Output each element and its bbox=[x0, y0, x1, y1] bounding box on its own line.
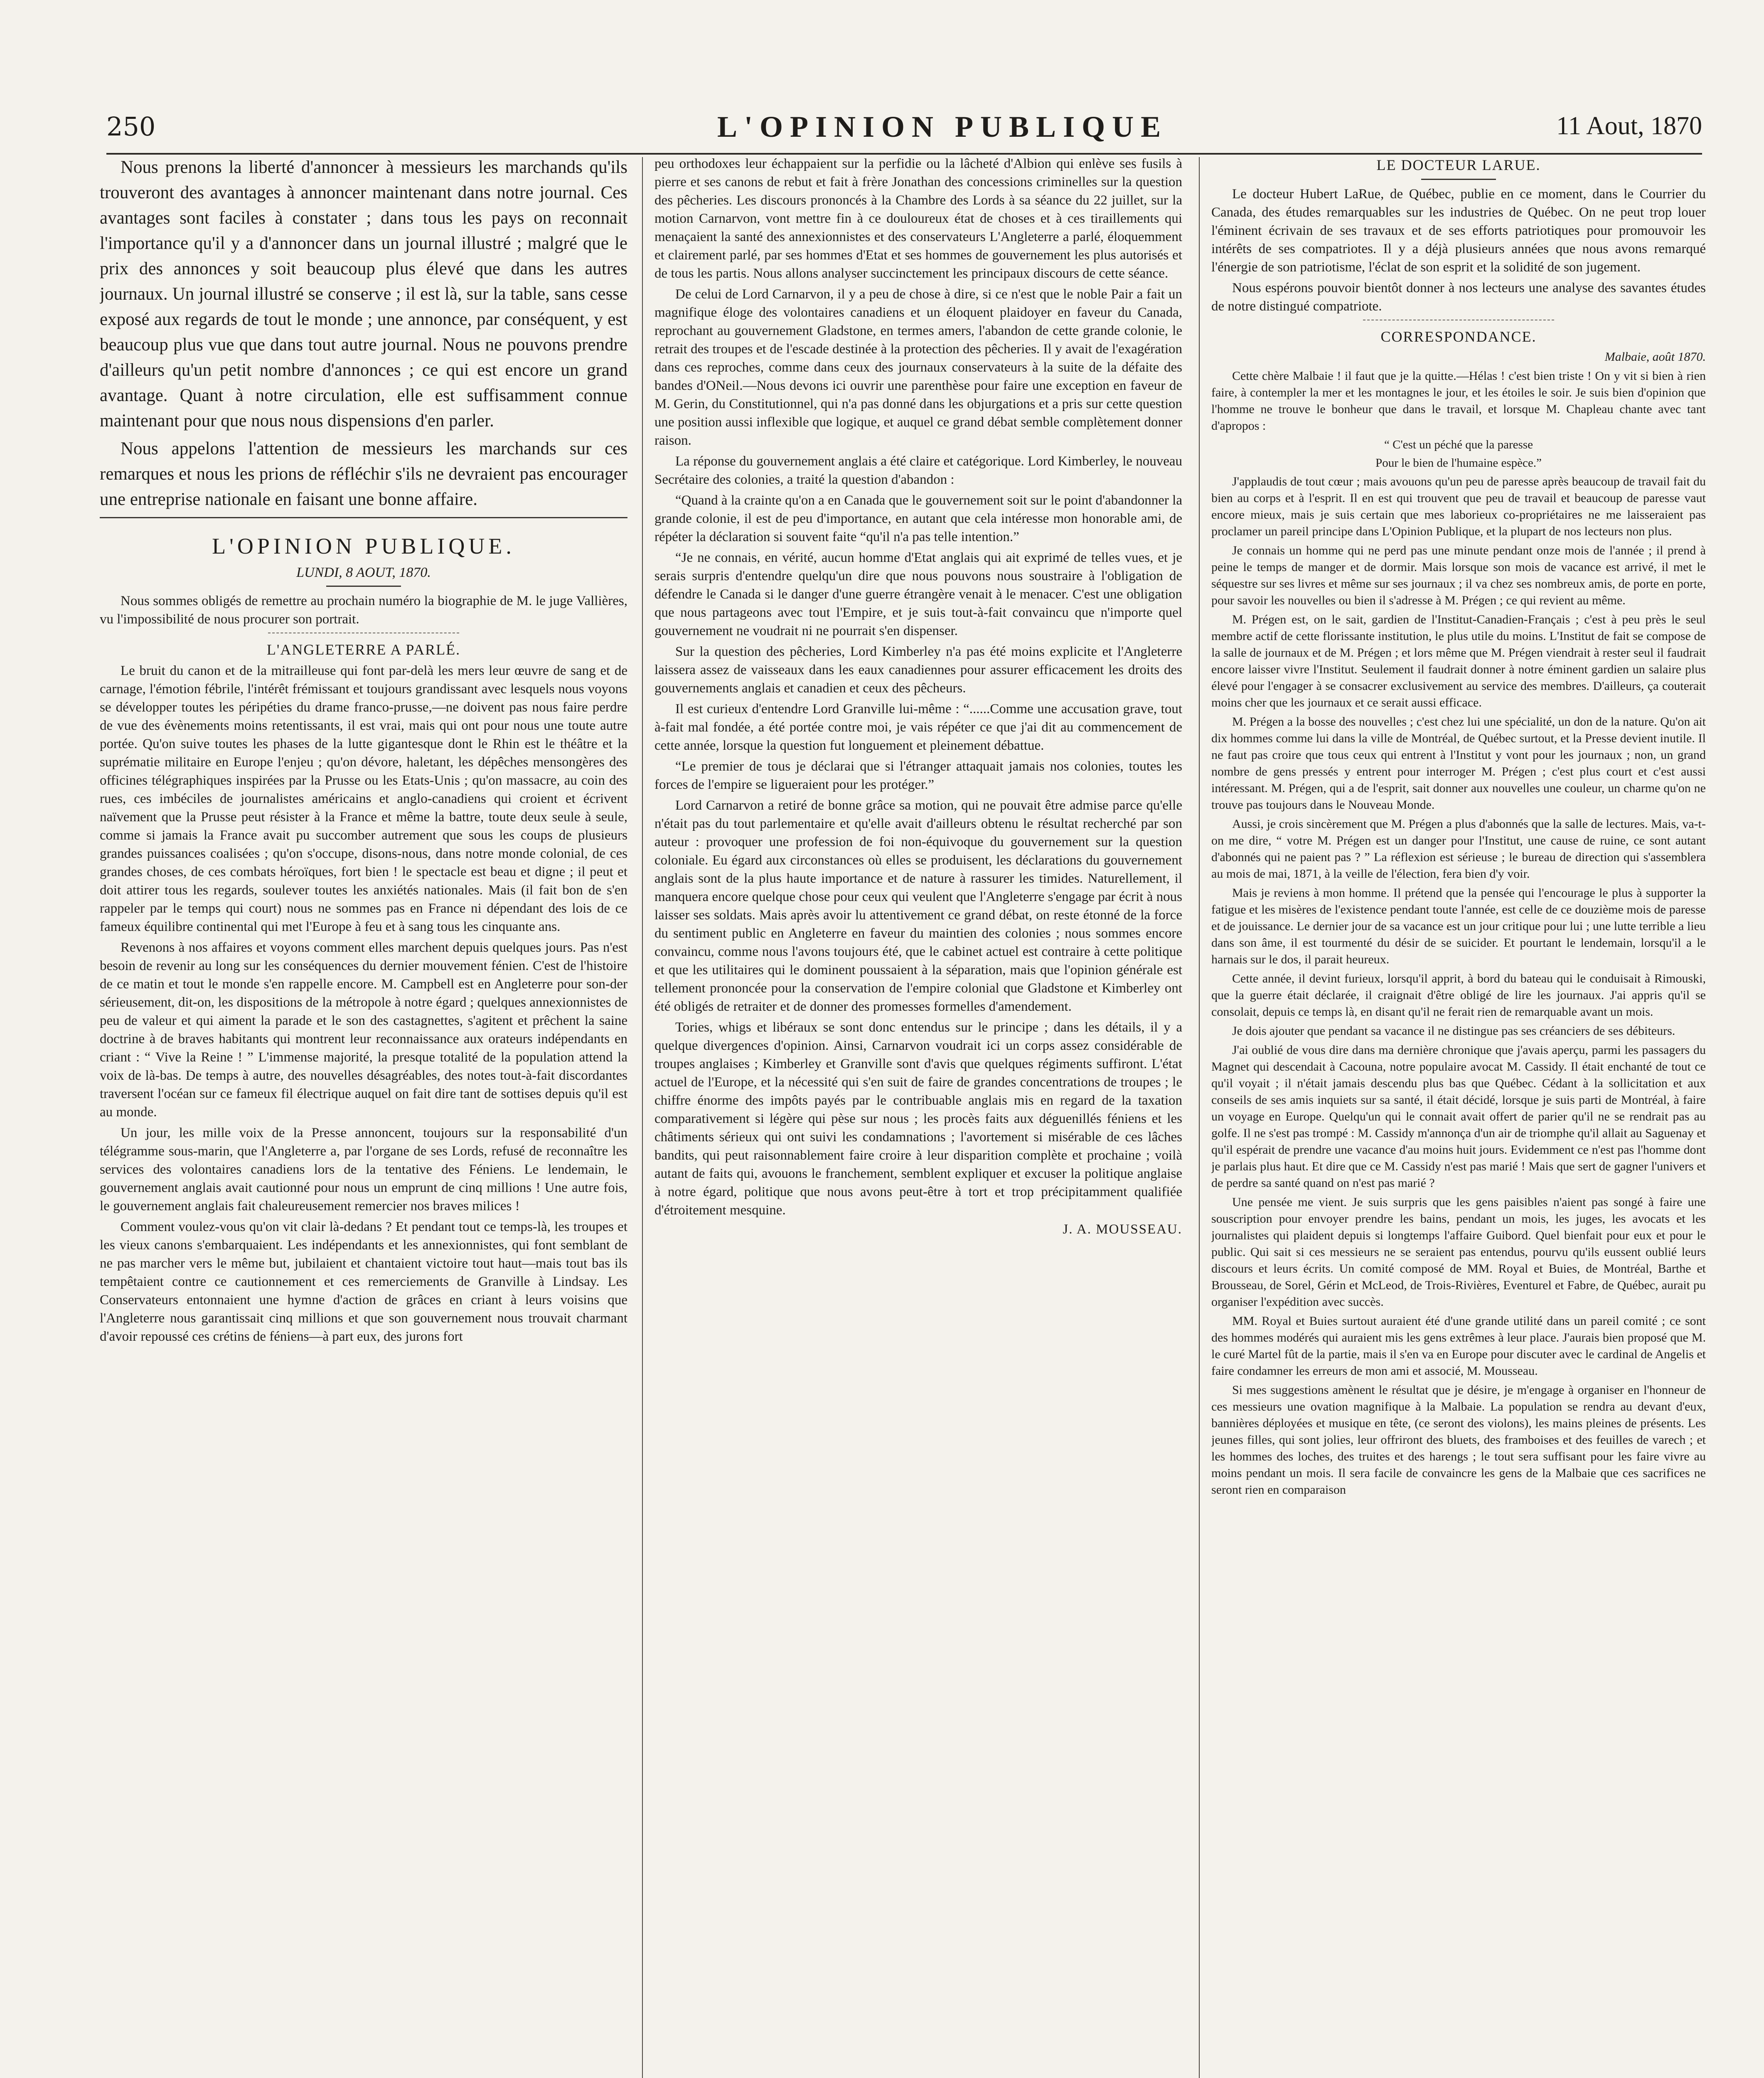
paragraph: De celui de Lord Carnarvon, il y a peu de chose à dire, si ce n'est que le noble Pair a fait un magnifique éloge des volontaires canadiens et un éloquent plaidoyer en faveur du Canada, reprochant au gouvernement Gladstone, en termes amers, l'abandon de cette grande colonie, le retrait des troupes et de l'escade destinée à la protection des pêcheries. Il y avait de l'exagération dans ces reproches, comme dans ceux des journaux conservateurs à la suite de la défaite des bandes d'ONeil.—Nous devons ici ouvrir une parenthèse pour faire une exception en faveur de M. Gerin, du Constitutionnel, qui n'a pas donné dans les objurgations et a pris sur cette question une position aussi inflexible que logique, et auquel ce grand débat semble complètement donner raison. bbox=[654, 287, 1182, 448]
paragraph: Je dois ajouter que pendant sa vacance il ne distingue pas ses créanciers de ses débiteurs. bbox=[1232, 1024, 1675, 1038]
page-header bbox=[106, 111, 1702, 157]
paragraph: J'ai oublié de vous dire dans ma dernière chronique que j'avais aperçu, parmi les passagers du Magnet qui descendait à Cacouna, notre populaire avocat M. Cassidy. Il était enchanté de tout ce qu'il voyait ; il n'était jamais descendu plus bas que Québec. Cédant à la sollicitation et aux conseils de ses amis inquiets sur sa santé, il était décidé, lorsque je suis parti de Montréal, à faire un voyage en Europe. Quelqu'un qui le connait avait offert de parier qu'il ne se rendrait pas au golfe. Il ne s'est pas trompé : M. Cassidy m'annonça d'un air de triomphe qu'il allait au Saguenay et qu'il espérait de prendre une vacance d'au moins huit jours. Evidemment ce n'est pas l'homme dont je parlais plus haut. Et dire que ce M. Cassidy n'est pas marié ! Mais que sert de gagner l'univers et de perdre sa santé quand on n'est pas marié ? bbox=[1211, 1043, 1706, 1190]
paragraph: peu orthodoxes leur échappaient sur la perfidie ou la lâcheté d'Albion qui enlève ses fusils à pierre et ses canons de rebut et fait à frère Jonathan des concessions criminelles sur la question des pêcheries. Les discours prononcés à la Chambre des Lords à sa séance du 22 juillet, sur la motion Carnarvon, vont mettre fin à ce douloureux état de choses et à ces tiraillements qui menaçaient la santé des annexionnistes et des conservateurs L'Angleterre a parlé, éloquemment et clairement parlé, par ses hommes d'Etat et ses hommes de gouvernement les plus autorisés et de tous les partis. Nous allons analyser succinctement les principaux discours de cette séance. bbox=[654, 156, 1182, 281]
paragraph: Nous appelons l'attention de messieurs les marchands sur ces remarques et nous les prions de réfléchir s'ils ne devraient pas encourager une entreprise nationale en faisant une bonne affaire. bbox=[100, 439, 627, 509]
paragraph: Je connais un homme qui ne perd pas une minute pendant onze mois de l'année ; il prend à peine le temps de manger et de dormir. Mais lorsque son mois de vacance est arrivé, il met le séquestre sur ses livres et même sur ses journaux ; il va chez ses nombreux amis, de porte en porte, pour savoir les nouvelles ou bien il s'adresse à M. Prégen ; ce qui revient au même. bbox=[1211, 544, 1706, 607]
section-dateline: LUNDI, 8 AOUT, 1870. bbox=[296, 565, 431, 580]
paragraph: Comment voulez-vous qu'on vit clair là-dedans ? Et pendant tout ce temps-là, les troupes et les vieux canons s'embarquaient. Les indépendants et les annexionnistes, qui font semblant de ne pas marcher vers le même but, jubilaient et chantaient victoire tout haut—mais tout bas ils tempêtaient contre ce cautionnement et ces remerciements de Granville à Lindsay. Les Conservateurs entonnaient une hymne d'action de grâces en criant à leurs voisins que l'Angleterre nous garantissait cinq millions et que son gouvernement nous trouvait charmant d'avoir repoussé ces crétins de féniens—à part eux, des jurons fort bbox=[100, 1219, 627, 1344]
paragraph: M. Prégen est, on le sait, gardien de l'Institut-Canadien-Français ; c'est à peu près le seul membre actif de cette florissante institution, le plus utile du moins. L'Institut de fait se compose de la salle de journaux et de M. Prégen ; et lors même que M. Prégen viendrait à rester seul il faudrait encore laisser vivre l'Institut. Seulement il faudrait donner à notre éminent gardien un salaire plus élevé pour l'engager à se consacrer exclusivement au service des membres. D'ailleurs, ça couterait moins cher que les journaux et ce serait aussi efficace. bbox=[1211, 613, 1706, 709]
paragraph: Revenons à nos affaires et voyons comment elles marchent depuis quelques jours. Pas n'est besoin de revenir au long sur les conséquences du dernier mouvement fénien. C'est de l'histoire de ce matin et tout le monde s'en rappelle encore. M. Campbell est en Angleterre pour son-der sérieusement, dit-on, les dispositions de la métropole à notre égard ; quelques annexionnistes de peu de valeur et qui aiment la parade et le son des castagnettes, s'agitent et prêchent la saine doctrine à de braves habitants qui montrent leur reconnaissance aux orateurs indépendants en criant : “ Vive la Reine ! ” L'immense majorité, la presque totalité de la population attend la voix de là-bas. De temps à autre, des nouvelles désagréables, des notes tout-à-fait discordantes traversent l'océan sur ce fameux fil électrique auquel on fait dire tant de sottises depuis qu'il est au monde. bbox=[100, 940, 627, 1120]
paragraph: J'applaudis de tout cœur ; mais avouons qu'un peu de paresse après beaucoup de travail fait du bien au corps et à l'esprit. Il en est qui trouvent que peu de travail et beaucoup de paresse vaut encore mieux, mais je suis certain que mes laborieux co-propriétaires ne me laisseraient pas proclamer un pareil principe dans L'Opinion Publique, et la plupart de nos lecteurs non plus. bbox=[1211, 475, 1706, 538]
quote-paragraph: “Quand à la crainte qu'on a en Canada que le gouvernement soit sur le point d'abandonner la grande colonie, il est de peu d'importance, en autant que cela intéresse mon honorable ami, de répéter la déclaration si souvent faite “qu'il n'a pas telle intention.” bbox=[654, 493, 1182, 544]
quote-paragraph: “Le premier de tous je déclarai que si l'étranger attaquait jamais nos colonies, toutes les forces de l'empire se ligueraient pour les protéger.” bbox=[654, 759, 1182, 792]
column-1 bbox=[100, 155, 627, 2078]
paragraph: MM. Royal et Buies surtout auraient été d'une grande utilité dans un pareil comité ; ce sont des hommes modérés qui auraient mis les gens extrêmes à leur place. J'aurais bien proposé que M. le curé Martel fût de la partie, mais il s'en va en Europe pour discuter avec le cardinal de Angelis et faire condamner les erreurs de mon ami et associé, M. Mousseau. bbox=[1211, 1314, 1706, 1378]
larue-title: LE DOCTEUR LARUE. bbox=[1376, 157, 1541, 173]
paragraph: Le docteur Hubert LaRue, de Québec, publie en ce moment, dans le Courrier du Canada, des études remarquables sur les industries de Québec. On ne peut trop louer l'éminent écrivain de ses travaux et de ses efforts patriotiques pour promouvoir les intérêts de ses compatriotes. Il y a déjà plusieurs années que nous avons remarqué l'énergie de son patriotisme, l'éclat de son esprit et la solidité de son jugement. bbox=[1211, 187, 1706, 275]
paragraph: Le bruit du canon et de la mitrailleuse qui font par-delà les mers leur œuvre de sang et de carnage, l'émotion fébrile, l'intérêt frémissant et toujours grandissant avec lesquels nous voyons se développer toutes les péripéties du drame franco-prusse,—ne doivent pas nous faire perdre de vue des évènements moins retentissants, il est vrai, mais qui ont pour nous une toute autre portée. Qu'on suive toutes les phases de la lutte gigantesque dont le Rhin est le théâtre et la suprématie militaire en Europe l'enjeu ; qu'on dévore, haletant, les dépêches mensongères des officines télégraphiques inspirées par la Prusse ou les Etats-Unis ; qu'on massacre, au coin des rues, ces imbéciles de journalistes américains et anglo-canadiens qui croient et écrivent naïvement que la Prusse peut résister à la France et même la battre, toute deux seule à seule, comme si jamais la France avait pu succomber autrement que sous les coups de plusieurs grandes puissances coalisées ; qu'on s'occupe, disons-nous, dans notre monde colonial, de ces grandes choses, de ces combats héroïques, fort bien ! le spectacle est beau et digne ; il peut et doit attirer tous les regards, soulever toutes les anxiétés nationales. Mais (il fait bon de s'en rappeler par le temps qui court) nous ne sommes pas en France ni dépendant des lois de ce fameux équilibre continental qui met l'Europe à feu et à sang tous les cinquante ans. bbox=[100, 663, 627, 934]
article-body bbox=[100, 662, 627, 1346]
article-continuation bbox=[654, 155, 1182, 1219]
paragraph: Cette année, il devint furieux, lorsqu'il apprit, à bord du bateau qui le conduisait à Rimouski, que la guerre était déclarée, il craignait d'être obligé de lire les journaux. J'ai appris qu'il se consolait, depuis ce temps là, en disant qu'il ne ferait rien de remarquable avant un mois. bbox=[1211, 972, 1706, 1019]
notice-paragraph: Nous sommes obligés de remettre au prochain numéro la biographie de M. le juge Vallières, vu l'impossibilité de nous procurer son portrait. bbox=[100, 593, 627, 627]
paragraph: Mais je reviens à mon homme. Il prétend que la pensée qui l'encourage le plus à supporter la fatigue et les misères de l'existence pendant toute l'année, est celle de ce douzième mois de paresse et de jouissance. Le dernier jour de sa vacance est un jour critique pour lui ; une lutte terrible a lieu dans son âme, il est tourmenté du désir de se suicider. Et pourtant le lendemain, lorsqu'il a le harnais sur le dos, il parait heureux. bbox=[1211, 886, 1706, 966]
paragraph: La réponse du gouvernement anglais a été claire et catégorique. Lord Kimberley, le nouveau Secrétaire des colonies, a traité la question d'abandon : bbox=[654, 454, 1182, 487]
paragraph: Lord Carnarvon a retiré de bonne grâce sa motion, qui ne pouvait être admise parce qu'elle n'était pas du tout parlementaire et qu'elle avait d'ailleurs obtenu le résultat recherché par son auteur : provoquer une profession de foi non-équivoque du gouvernement sur la question coloniale. Eu égard aux circonstances où elles se produisent, les déclarations du gouvernement anglais sont de la plus haute importance et de nature à rassurer les timides. Naturellement, il manquera encore quelque chose pour ceux qui veulent que l'Angleterre s'engage par écrit à nous laisser ses soldats. Mais après avoir lu attentivement ce grand débat, on reste étonné de la force du sentiment public en Angleterre en faveur du maintien des colonies ; nous sommes encore convaincu, comme nous l'avons toujours été, que le cabinet actuel est contraire à cette politique et que les utilitaires qui le dominent poussaient à la séparation, mais que l'opinion générale est tellement prononcée pour la conservation de l'empire colonial que Gladstone et Kimberley ont été obligés de retraiter et de donner des promesses formelles d'amendement. bbox=[654, 798, 1182, 1014]
correspondence-body bbox=[1211, 349, 1706, 1498]
section-title: L'OPINION PUBLIQUE. bbox=[212, 534, 515, 559]
column-3 bbox=[1211, 155, 1706, 2078]
advertising-notice bbox=[100, 155, 627, 512]
article-title: L'ANGLETERRE A PARLÉ. bbox=[266, 641, 461, 658]
column-divider-2 bbox=[1199, 157, 1200, 2078]
correspondence-title: CORRESPONDANCE. bbox=[1380, 328, 1537, 345]
column-divider-1 bbox=[642, 157, 643, 2078]
paragraph: Si mes suggestions amènent le résultat que je désire, je m'engage à organiser en l'honneur de ces messieurs une ovation magnifique à la Malbaie. La population se rendra au devant d'eux, bannières déployées et musique en tête, (ce seront des violons), les mains pleines de présents. Les jeunes filles, qui sont jolies, leur offriront des bluets, des framboises et des feuilles de varech ; et les hommes des loches, des truites et des harengs ; le tout sera suffisant pour les faire vivre au moins pendant un mois. Il sera facile de convaincre les gens de la Malbaie que ces sacrifices ne seront rien en comparaison bbox=[1211, 1383, 1706, 1497]
paragraph: M. Prégen a la bosse des nouvelles ; c'est chez lui une spécialité, un don de la nature. Qu'on ait dix hommes comme lui dans la ville de Montréal, de Québec surtout, et la Presse devient inutile. Il ne faut pas croire que tous ceux qui entrent à l'Institut y vont pour les journaux ; non, un grand nombre de gens pressés y entrent pour interroger M. Prégen ; c'est plus court et c'est aussi intéressant. M. Prégen, qui a de l'esprit, sait donner aux nouvelles une couleur, un charme qu'on ne trouve pas toujours dans le Nouveau Monde. bbox=[1211, 715, 1706, 812]
paragraph: Il est curieux d'entendre Lord Granville lui-même : “......Comme une accusation grave, tout à-fait mal fondée, a été portée contre moi, je vais répéter ce que j'ai dit au commencement de cette année, lorsque la question fut longuement et pleinement débattue. bbox=[654, 702, 1182, 753]
paragraph: Aussi, je crois sincèrement que M. Prégen a plus d'abonnés que la salle de lectures. Mais, va-t-on me dire, “ votre M. Prégen est un danger pour l'Institut, une cause de ruine, ce sont autant d'abonnés qui ne paient pas ? ” La réflexion est sérieuse ; le bureau de direction qui s'assemblera au mois de mai, 1871, à la veille de l'élection, fera bien d'y voir. bbox=[1211, 817, 1706, 881]
paragraph: Nous prenons la liberté d'annoncer à messieurs les marchands qu'ils trouveront des avantages à annoncer maintenant dans notre journal. Ces avantages sont faciles à constater ; dans tous les pays on reconnait l'importance qu'il y a d'annoncer dans un journal illustré ; malgré que le prix des annonces y soit beaucoup plus élevé que dans les autres journaux. Un journal illustré se conserve ; il est là, sur la table, sans cesse exposé aux regards de tout le monde ; une annonce, par conséquent, y est beaucoup plus vue que dans tout autre journal. Nous ne pouvons prendre d'ailleurs qu'un petit nombre d'annonces ; ce qui est encore un grand avantage. Quant à notre circulation, elle est suffisamment connue maintenant pour que nous nous dispensions d'en parler. bbox=[100, 158, 627, 431]
quote-paragraph: “Je ne connais, en vérité, aucun homme d'Etat anglais qui ait exprimé de telles vues, et je serais surpris d'entendre quelqu'un dire que nous pouvons nous soustraire à l'obligation de défendre le Canada si le danger d'une guerre étrangère venait à le menacer. C'est une obligation que nous partageons avec tout l'Empire, et je suis tout-à-fait convaincu que n'importe quel gouvernement ne voudrait ni ne pourrait s'en dispenser. bbox=[654, 550, 1182, 638]
paragraph: Une pensée me vient. Je suis surpris que les gens paisibles n'aient pas songé à faire une souscription pour envoyer prendre les bains, pendant un mois, les juges, les avocats et les journalistes qui plaident depuis si longtemps l'affaire Guibord. Quel bienfait pour eux et pour le public. Qui sait si ces messieurs ne se seraient pas entendus, pourvu qu'ils eussent oublié leurs discours et leurs écrits. Un comité composé de MM. Royal et Buies, de Montréal, Barthe et Brousseau, de Sorel, Gérin et McLeod, de Trois-Rivières, Eventurel et Fabre, de Québec, aurait pu organiser l'expédition avec succès. bbox=[1211, 1195, 1706, 1309]
correspondence-dateline: Malbaie, août 1870. bbox=[1604, 350, 1706, 364]
paragraph: Tories, whigs et libéraux se sont donc entendus sur le principe ; dans les détails, il y a quelque divergences d'opinion. Ainsi, Carnarvon voudrait ici un corps assez considérable de troupes anglaises ; Kimberley et Granville sont d'avis que quelques régiments suffiront. L'état actuel de l'Europe, et la nécessité qui s'en suit de faire de grandes concentrations de troupes ; le chiffre énorme des impôts payés par le contribuable anglais mis en regard de la taxation comparativement si légère qui pèse sur nous ; les procès faits aux déguenillés féniens et les châtiments sérieux qui ont suivi les condamnations ; l'avortement si misérable de ces lâches bandits, qui peut raisonnablement faire croire à leur disparition complète et prochaine ; voilà autant de faits qui, avouons le franchement, semblent expliquer et excuser la politique anglaise à notre égard, politique que nous avons peut-être à tort et trop précipitamment qualifiée d'étroitement mesquine. bbox=[654, 1020, 1182, 1218]
page-number: 250 bbox=[106, 111, 156, 142]
masthead-title: L'OPINION PUBLIQUE bbox=[717, 110, 1168, 143]
paragraph: Nous espérons pouvoir bientôt donner à nos lecteurs une analyse des savantes études de notre distingué compatriote. bbox=[1211, 281, 1706, 314]
paragraph: Cette chère Malbaie ! il faut que je la quitte.—Hélas ! c'est bien triste ! On y vit si bien à rien faire, à contempler la mer et les montagnes le jour, et les étoiles le soir. Je suis bien d'opinion que l'homme ne trouve le bonheur que dans le travail, et lorsque M. Chapleau chante avec tant d'apropos : bbox=[1211, 369, 1706, 433]
larue-body bbox=[1211, 185, 1706, 315]
verse-line: “ C'est un péché que la paresse bbox=[1384, 438, 1533, 451]
verse-line: Pour le bien de l'humaine espèce.” bbox=[1375, 456, 1542, 470]
column-2 bbox=[654, 155, 1182, 2078]
section-rule bbox=[100, 517, 627, 518]
short-rule bbox=[1421, 179, 1496, 180]
issue-date: 11 Aout, 1870 bbox=[1556, 112, 1702, 140]
short-rule bbox=[326, 586, 401, 587]
paragraph: Sur la question des pêcheries, Lord Kimberley n'a pas été moins explicite et l'Angleterre laissera assez de vaisseaux dans les eaux canadiennes pour assurer efficacement les droits des gouvernements anglais et canadien et ceux des pêcheurs. bbox=[654, 644, 1182, 696]
paragraph: Un jour, les mille voix de la Presse annoncent, toujours sur la responsabilité d'un télégramme sous-marin, que l'Angleterre a, par l'organe de ses Lords, refusé de reconnaître les services des volontaires canadiens lors de la tentative des Féniens. Le lendemain, le gouvernement anglais avait cautionné pour nous un emprunt de cinq millions ! Une autre fois, le gouvernement anglais fait chaleureusement remercier nos braves milices ! bbox=[100, 1125, 627, 1214]
author-signature: J. A. MOUSSEAU. bbox=[1063, 1222, 1182, 1237]
